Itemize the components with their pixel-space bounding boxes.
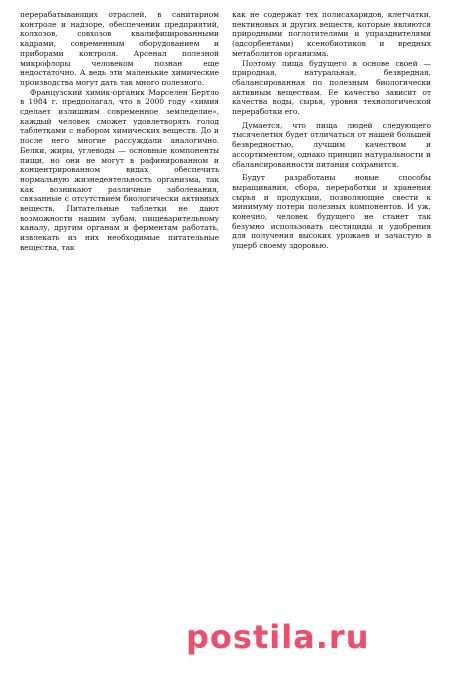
paragraph: Поэтому пища будущего в основе своей — природная, натуральная, безвредная, сбалансированная по полезным биологически активным веществам. Ее качество зависит от качества воды, сырья, уровня технологической переработки его.: [232, 58, 431, 117]
paragraph: перерабатывающих отраслей, в санитарном контроле и надзоре, обеспечении предприятий, колхозов, совхозов квалифицированными кадрами, современным оборудованием и приборами контроля. Арсенал полезной микрофлоры человеком познан еще недостаточно. А ведь эти маленькие химические производства могут дать так много полезного.: [20, 10, 219, 87]
paragraph: Думается, что пища людей следующего тысячелетия будет отличаться от нашей большей безвредностью, лучшим качеством и ассортиментом, однако принцип натуральности и сбалансированности питания сохранится.: [232, 120, 431, 169]
left-text-column: [20, 10, 219, 253]
paragraph: Французский химик-органик Марселен Бертло в 1984 г. предполагал, что в 2000 году «химия сделает излишним современное земледелие», каждый человек сможет удовлетворять голод таблетками с набором химических веществ. До и после него многие рассуждали аналогично. Белки, жиры, углеводы — основные компоненты пищи, но они не могут в рафинированном и концентрированном видах обеспечить нормальную жизнедеятельность организма, так как возникают различные заболевания, связанные с отсутствием биологически активных веществ. Питательные таблетки не дают возможности нашим зубам, пищеварительному каналу, другим органам и ферментам работать, извлекать из них необходимые питательные вещества, так: [20, 87, 219, 252]
watermark-logo: postila.ru: [186, 618, 370, 656]
right-text-column: [232, 10, 431, 251]
paragraph: Будут разработаны новые способы выращивания, сбора, переработки и хранения сырья и продукции, позволяющие свести к минимуму потери полезных компонентов. И уж, конечно, человек будущего не станет так безумно использовать пестициды и удобрения для получения высоких урожаев и зачастую в ущерб своему здоровью.: [232, 173, 431, 251]
paragraph: как не содержат тех полисахаридов, клетчатки, пектиновых и других веществ, которые являются природными поглотителями и упразднителями (адсорбентами) ксенобиотиков и вредных метаболитов организма.: [232, 10, 431, 58]
